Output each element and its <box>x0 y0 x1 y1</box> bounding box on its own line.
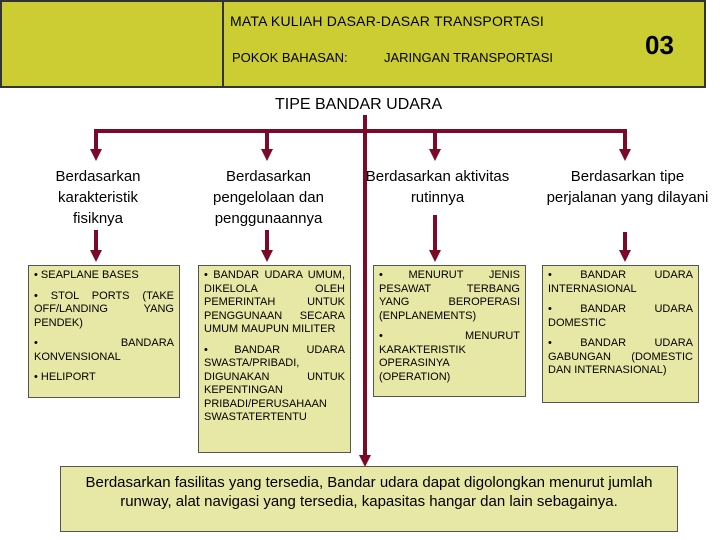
detail-box-activity <box>373 265 526 397</box>
list-item: • SEAPLANE BASES <box>34 269 139 281</box>
category-label-management: Berdasarkan pengelolaan dan penggunaannya <box>213 168 324 227</box>
header-divider <box>222 0 224 88</box>
detail-box-travel <box>542 265 699 403</box>
arrow-branch-2 <box>261 149 273 161</box>
arrow-branch-4 <box>619 149 631 161</box>
list-item: • BANDARA KONVENSIONAL <box>34 337 174 363</box>
connector-sub-3 <box>433 215 437 252</box>
list-item: • BANDAR UDARA DOMESTIC <box>548 303 693 329</box>
connector-sub-4 <box>623 232 627 252</box>
detail-box-physical <box>28 265 180 398</box>
connector-branch-1 <box>94 129 98 151</box>
arrow-sub-1 <box>90 250 102 262</box>
arrow-branch-3 <box>429 149 441 161</box>
diagram-title: TIPE BANDAR UDARA <box>275 96 443 113</box>
list-item: • BANDAR UDARA UMUM, DIKELOLA OLEH PEMERINTAH UNTUK PENGGUNAAN SECARA UMUM MAUPUN MILITER <box>204 269 345 335</box>
category-label-physical: Berdasarkan karakteristik fisiknya <box>55 168 141 227</box>
connector-branch-4 <box>623 129 627 151</box>
list-item: • BANDAR UDARA GABUNGAN (DOMESTIC DAN INTERNASIONAL) <box>548 337 693 376</box>
footer-box: Berdasarkan fasilitas yang tersedia, Bandar udara dapat digolongkan menurut jumlah runway, alat navigasi yang tersedia, kapasitas hangar dan lain sebagainya. <box>60 466 678 532</box>
connector-branch-2 <box>265 129 269 151</box>
list-item: • MENURUT KARAKTERISTIK OPERASINYA (OPERATION) <box>379 330 520 383</box>
subject-label: POKOK BAHASAN: <box>232 50 348 65</box>
slide-number: 03 <box>645 30 674 60</box>
connector-sub-2 <box>265 230 269 252</box>
list-item: • BANDAR UDARA SWASTA/PRIBADI, DIGUNAKAN UNTUK KEPENTINGAN PRIBADI/PERUSAHAAN SWASTATERTENTU <box>204 343 345 423</box>
arrow-branch-1 <box>90 149 102 161</box>
connector-sub-1 <box>94 230 98 252</box>
arrow-sub-4 <box>619 250 631 262</box>
arrow-sub-3 <box>429 250 441 262</box>
list-item: • STOL PORTS (TAKE OFF/LANDING YANG PENDEK) <box>34 289 174 329</box>
category-label-travel: Berdasarkan tipe perjalanan yang dilayani <box>546 168 709 206</box>
subject-value: JARINGAN TRANSPORTASI <box>384 50 554 65</box>
course-title: MATA KULIAH DASAR-DASAR TRANSPORTASI <box>230 13 544 29</box>
arrow-sub-2 <box>261 250 273 262</box>
detail-box-management <box>198 265 351 453</box>
connector-horizontal <box>94 129 627 133</box>
connector-branch-3 <box>433 129 437 151</box>
list-item: • HELIPORT <box>34 371 96 383</box>
list-item: • BANDAR UDARA INTERNASIONAL <box>548 269 693 295</box>
category-label-activity: Berdasarkan aktivitas rutinnya <box>365 168 510 206</box>
list-item: • MENURUT JENIS PESAWAT TERBANG YANG BEROPERASI (ENPLANEMENTS) <box>379 269 520 322</box>
